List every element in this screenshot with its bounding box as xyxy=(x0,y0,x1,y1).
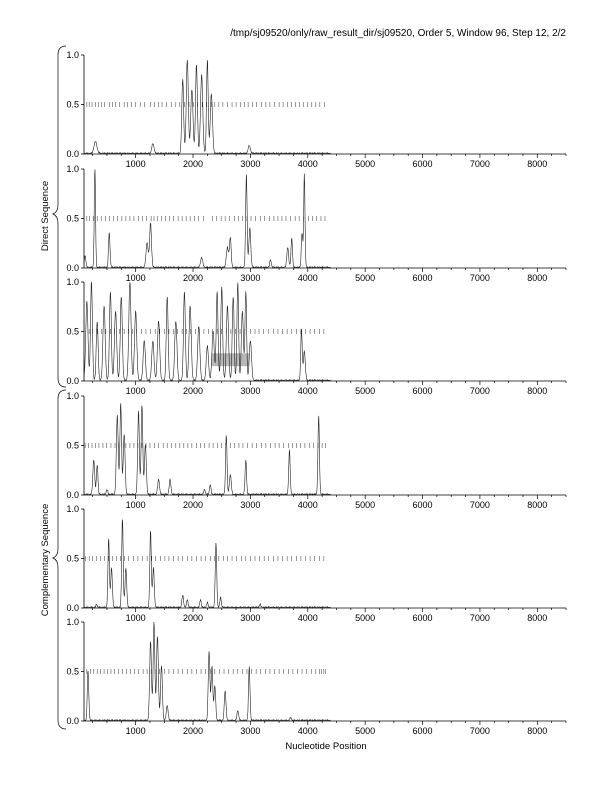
series-line xyxy=(84,403,331,495)
x-tick-label: 8000 xyxy=(527,500,548,510)
series-line xyxy=(84,282,331,381)
x-tick-label: 7000 xyxy=(469,613,490,623)
y-tick-label: 0.0 xyxy=(66,490,79,500)
y-tick-label: 1.0 xyxy=(66,391,79,401)
panel-3 xyxy=(66,277,566,396)
x-tick-label: 7000 xyxy=(469,273,490,283)
direct-bracket xyxy=(53,46,66,387)
x-tick-label: 4000 xyxy=(297,159,318,169)
y-tick-label: 0.5 xyxy=(66,99,79,110)
series-line xyxy=(84,170,331,269)
complementary-bracket xyxy=(53,390,66,729)
x-tick-label: 7000 xyxy=(469,159,490,169)
series-line xyxy=(84,622,331,721)
y-tick-label: 1.0 xyxy=(66,164,79,174)
x-tick-label: 5000 xyxy=(355,273,376,283)
panel-6 xyxy=(66,617,566,736)
x-tick-label: 6000 xyxy=(412,500,433,510)
x-tick-label: 1000 xyxy=(125,613,146,623)
x-tick-label: 3000 xyxy=(240,386,261,396)
y-tick-label: 0.5 xyxy=(66,553,79,564)
y-tick-label: 1.0 xyxy=(66,617,79,627)
x-tick-label: 4000 xyxy=(297,500,318,510)
panels xyxy=(66,50,566,736)
x-tick-label: 1000 xyxy=(125,386,146,396)
y-tick-label: 1.0 xyxy=(66,277,79,287)
x-tick-label: 8000 xyxy=(527,273,548,283)
x-tick-label: 4000 xyxy=(297,386,318,396)
x-tick-label: 2000 xyxy=(183,726,204,736)
x-tick-label: 5000 xyxy=(355,500,376,510)
x-tick-label: 8000 xyxy=(527,613,548,623)
x-tick-label: 5000 xyxy=(355,386,376,396)
x-tick-label: 2000 xyxy=(183,386,204,396)
x-tick-label: 3000 xyxy=(240,726,261,736)
x-tick-label: 1000 xyxy=(125,726,146,736)
panel-4 xyxy=(66,391,566,510)
y-tick-label: 0.0 xyxy=(66,716,79,726)
highlight-region xyxy=(211,353,249,366)
x-tick-label: 4000 xyxy=(297,273,318,283)
y-tick-label: 0.0 xyxy=(66,603,79,613)
y-tick-label: 1.0 xyxy=(66,50,79,60)
series-line xyxy=(84,60,331,154)
x-tick-label: 8000 xyxy=(527,726,548,736)
x-tick-label: 2000 xyxy=(183,273,204,283)
y-tick-label: 1.0 xyxy=(66,504,79,514)
x-tick-label: 5000 xyxy=(355,613,376,623)
x-tick-label: 6000 xyxy=(412,386,433,396)
y-tick-label: 0.5 xyxy=(66,440,79,451)
x-tick-label: 5000 xyxy=(355,159,376,169)
x-tick-label: 1000 xyxy=(125,273,146,283)
x-tick-label: 5000 xyxy=(355,726,376,736)
y-tick-label: 0.5 xyxy=(66,213,79,224)
x-tick-label: 7000 xyxy=(469,386,490,396)
group-brackets xyxy=(53,46,66,729)
x-tick-label: 6000 xyxy=(412,159,433,169)
x-tick-label: 3000 xyxy=(240,273,261,283)
x-tick-label: 7000 xyxy=(469,726,490,736)
figure-title: /tmp/sj09520/only/raw_result_dir/sj09520, Order 5, Window 96, Step 12, 2/2 xyxy=(230,28,566,39)
x-tick-label: 2000 xyxy=(183,500,204,510)
y-tick-label: 0.5 xyxy=(66,666,79,677)
x-tick-label: 8000 xyxy=(527,386,548,396)
group-label-direct: Direct Sequence xyxy=(40,180,51,252)
group-label-complementary: Complementary Sequence xyxy=(40,503,51,617)
x-tick-label: 1000 xyxy=(125,159,146,169)
x-tick-label: 4000 xyxy=(297,613,318,623)
panel-5 xyxy=(66,504,566,623)
x-tick-label: 4000 xyxy=(297,726,318,736)
x-tick-label: 6000 xyxy=(412,613,433,623)
y-tick-label: 0.0 xyxy=(66,149,79,159)
x-tick-label: 3000 xyxy=(240,500,261,510)
panel-1 xyxy=(66,50,566,169)
panel-2 xyxy=(66,164,566,283)
x-tick-label: 2000 xyxy=(183,613,204,623)
x-tick-label: 7000 xyxy=(469,500,490,510)
x-tick-label: 6000 xyxy=(412,726,433,736)
x-tick-label: 3000 xyxy=(240,159,261,169)
y-tick-label: 0.0 xyxy=(66,376,79,386)
x-tick-label: 8000 xyxy=(527,159,548,169)
x-tick-label: 3000 xyxy=(240,613,261,623)
x-tick-label: 2000 xyxy=(183,159,204,169)
series-line xyxy=(84,520,331,608)
x-axis-label: Nucleotide Position xyxy=(285,741,367,752)
y-tick-label: 0.5 xyxy=(66,326,79,337)
y-tick-label: 0.0 xyxy=(66,263,79,273)
x-tick-label: 1000 xyxy=(125,500,146,510)
x-tick-label: 6000 xyxy=(412,273,433,283)
